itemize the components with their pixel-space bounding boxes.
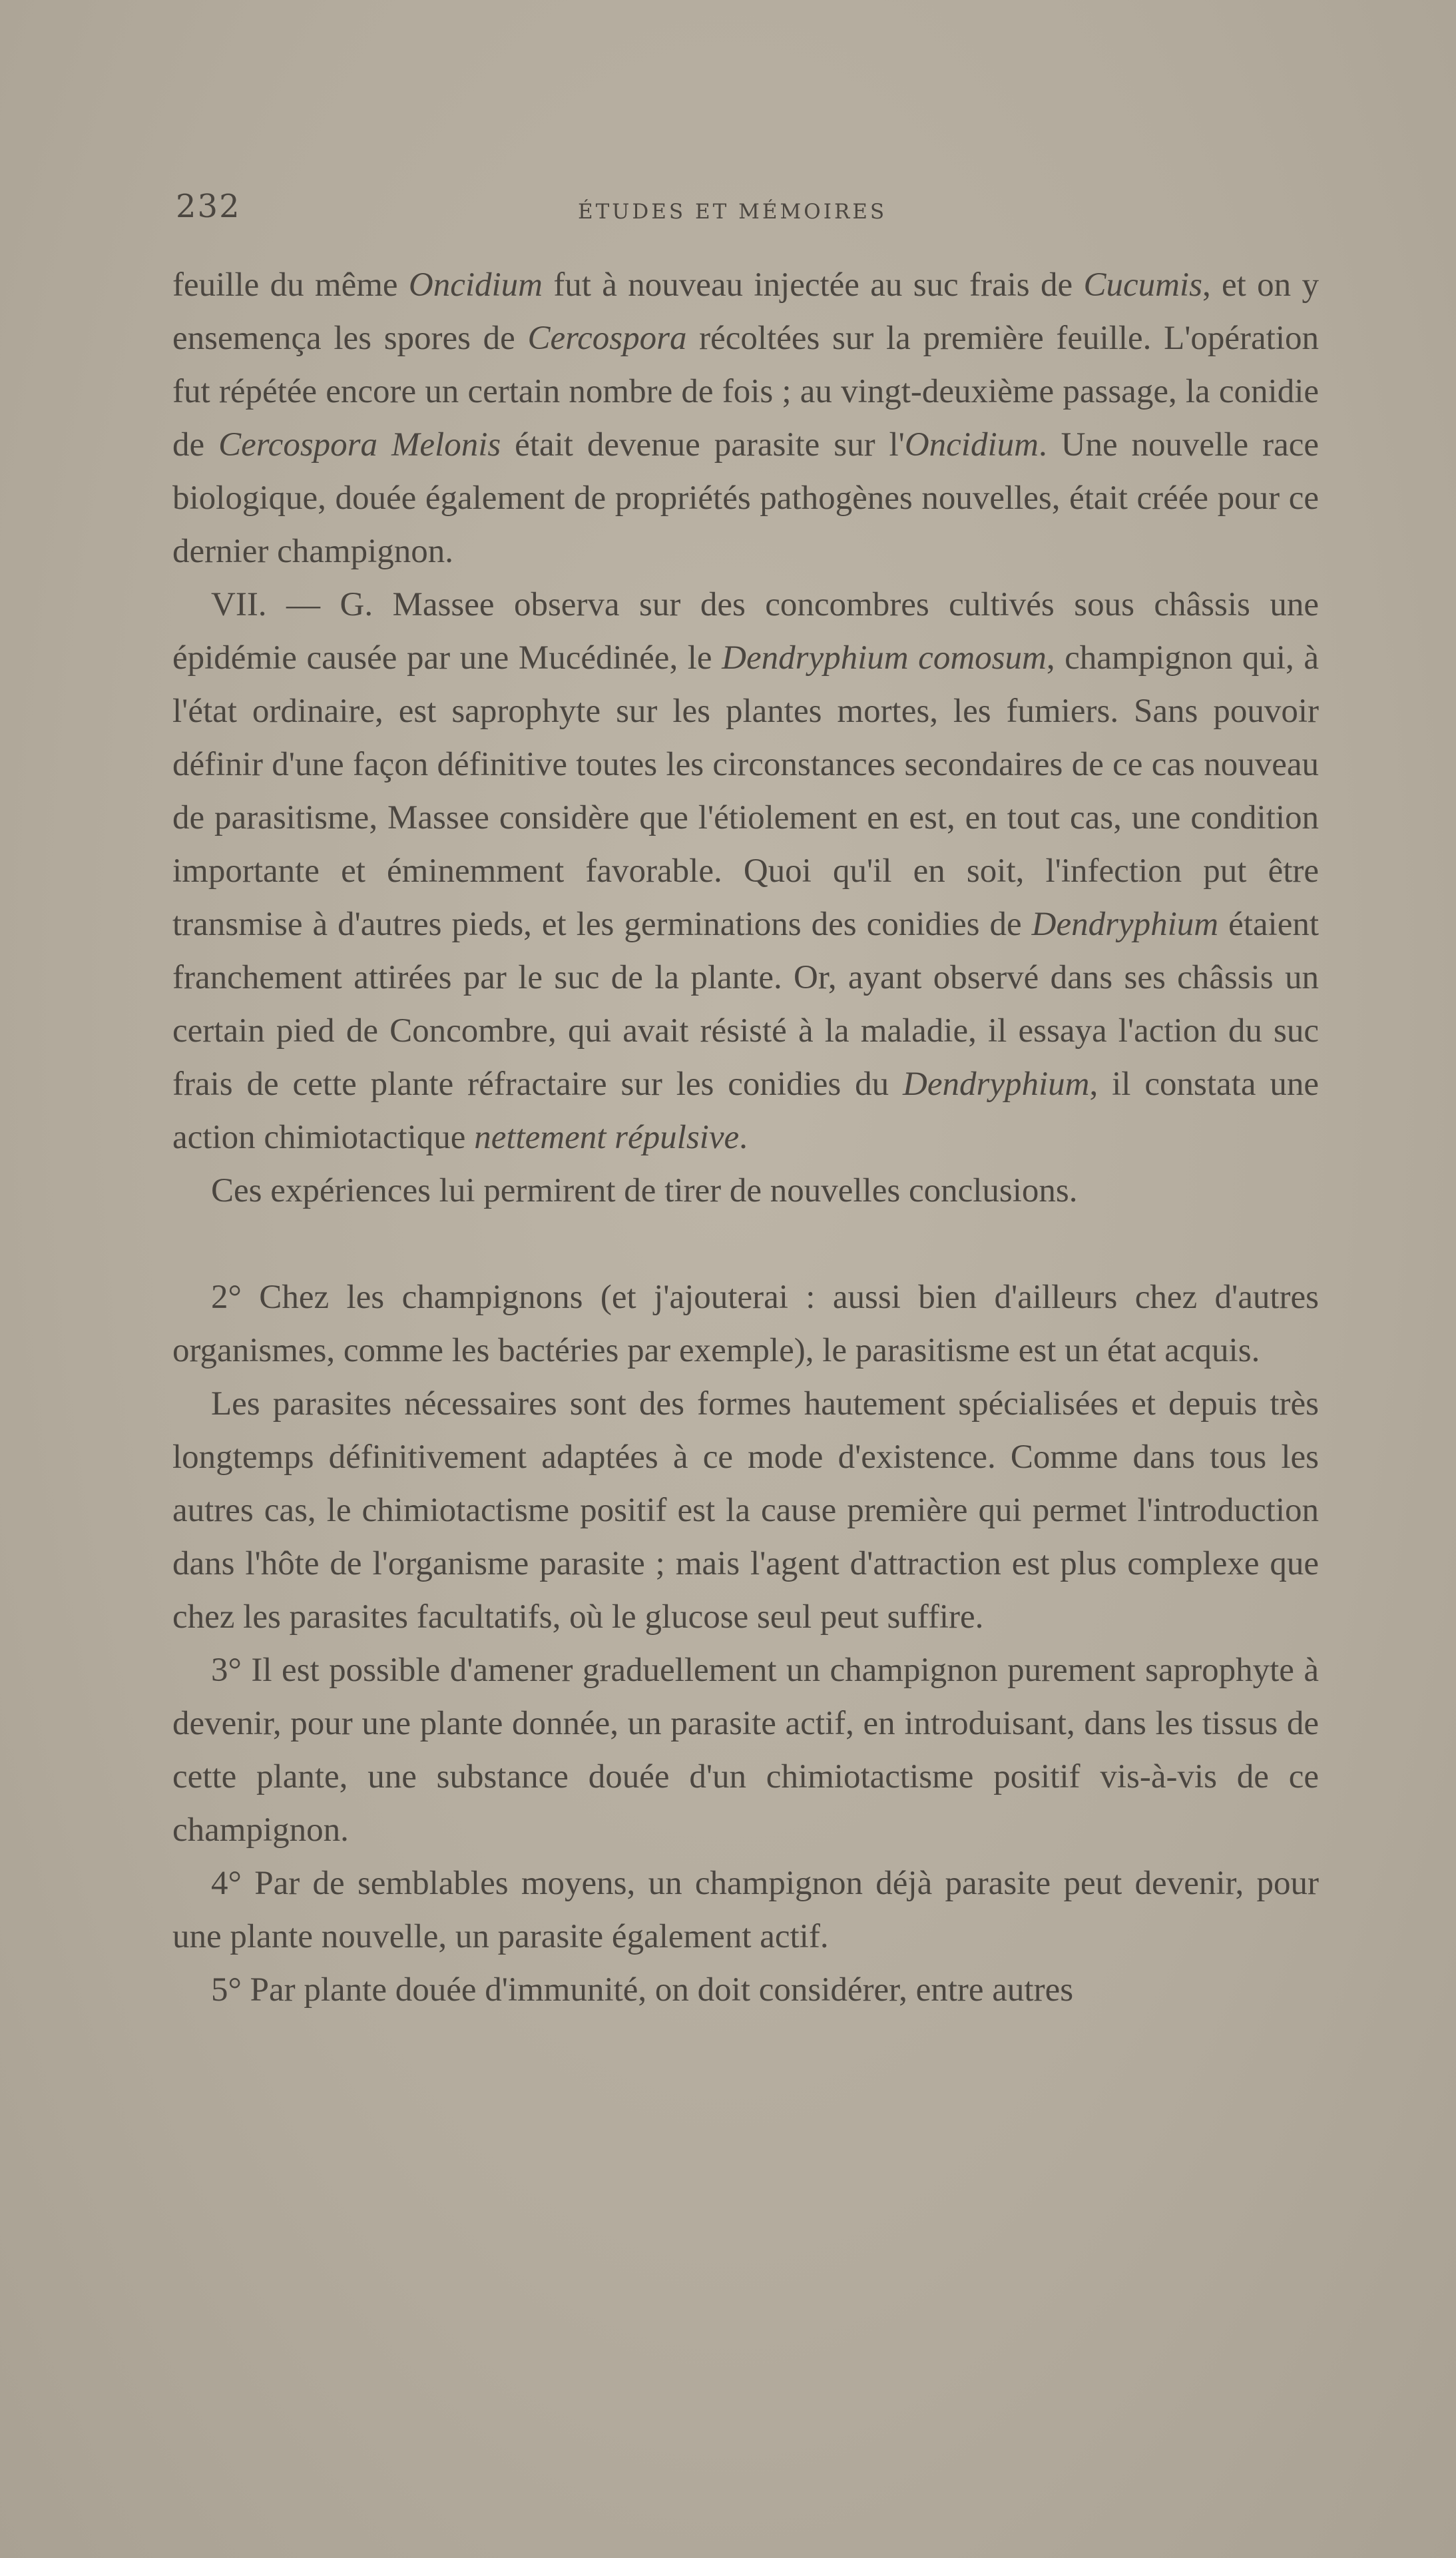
text-run: 4° Par de semblables moyens, un champignon déjà parasite peut devenir, pour une plante nouvelle, un parasite également actif. [172, 1865, 1319, 1955]
text-run: fut à nouveau injectée au suc frais de [543, 266, 1084, 304]
text-run: . Une nouvelle race biologique, douée également de propriétés pathogènes nouvelles, était créée pour ce dernier champignon. [172, 426, 1319, 570]
paragraph [172, 1857, 1319, 1963]
text-run: feuille du même [172, 266, 409, 304]
text-run: Les parasites nécessaires sont des formes hautement spécialisées et depuis très longtemps définitivement adaptées à ce mode d'existence. Comme dans tous les autres cas, le chimiotactisme positif est la cause première qui permet l'introduction dans l'hôte de l'organisme parasite ; mais l'agent d'attraction est plus complexe que chez les parasites facultatifs, où le glucose seul peut suffire. [172, 1385, 1319, 1636]
italic-term: Oncidium [408, 266, 543, 304]
paragraph [172, 1963, 1319, 2017]
text-run: 3° Il est possible d'amener graduellement un champignon purement saprophyte à devenir, pour une plante donnée, un parasite actif, en introduisant, dans les tissus de cette plante, une substance douée d'un chimiotactisme positif vis-à-vis de ce champignon. [172, 1652, 1319, 1849]
text-run: 5° Par plante douée d'immunité, on doit considérer, entre autres [211, 1971, 1074, 2009]
body-text [172, 258, 1319, 2017]
italic-term: nettement répulsive [474, 1119, 740, 1156]
paragraph [172, 578, 1319, 1164]
paragraph [172, 1644, 1319, 1857]
running-title: ÉTUDES ET MÉMOIRES [578, 200, 887, 224]
text-run: 2° Chez les champignons (et j'ajouterai : aussi bien d'ailleurs chez d'autres organismes, comme les bactéries par exemple), le parasitisme est un état acquis. [172, 1279, 1319, 1369]
text-run: récoltées sur la première feuille. L'opération fut répétée encore un certain nombre de fois ; au vingt-deuxième passage, la conidie de [172, 320, 1319, 464]
italic-term: Dendryphium [903, 1066, 1090, 1103]
italic-term: Cercospora [527, 320, 687, 357]
page-header [176, 188, 1316, 228]
page-number: 232 [176, 188, 241, 225]
text-run: , il constata une action chimiotactique [172, 1066, 1319, 1156]
paragraph [172, 258, 1319, 578]
italic-term: Oncidium [904, 426, 1039, 464]
paragraph [172, 1164, 1319, 1217]
italic-term: Dendryphium comosum [722, 639, 1047, 677]
italic-term: Dendryphium [1031, 906, 1219, 943]
text-run: étaient franchement attirées par le suc de la plante. Or, ayant observé dans ses châssis un certain pied de Concombre, qui avait résisté à la maladie, il essaya l'action du suc frais de cette plante réfractaire sur les conidies du [172, 906, 1319, 1103]
paragraph [172, 1377, 1319, 1644]
text-run: . [739, 1119, 748, 1156]
text-run: VII. — G. Massee observa sur des concombres cultivés sous châssis une épidémie causée par une Mucédinée, le [172, 586, 1319, 677]
text-run: était devenue parasite sur l' [501, 426, 905, 464]
paragraph [172, 1271, 1319, 1377]
text-run: , et on y ensemença les spores de [172, 266, 1319, 357]
text-run: , champignon qui, à l'état ordinaire, est saprophyte sur les plantes mortes, les fumiers. Sans pouvoir définir d'une façon définitive toutes les circonstances secondaires de ce cas nouveau de parasitisme, Massee considère que l'étiolement en est, en tout cas, une condition importante et éminemment favorable. Quoi qu'il en soit, l'infection put être transmise à d'autres pieds, et les germinations des conidies de [172, 639, 1319, 943]
italic-term: Cucumis [1083, 266, 1202, 304]
italic-term: Cercospora Melonis [218, 426, 501, 464]
text-run: Ces expériences lui permirent de tirer de nouvelles conclusions. [211, 1172, 1078, 1209]
